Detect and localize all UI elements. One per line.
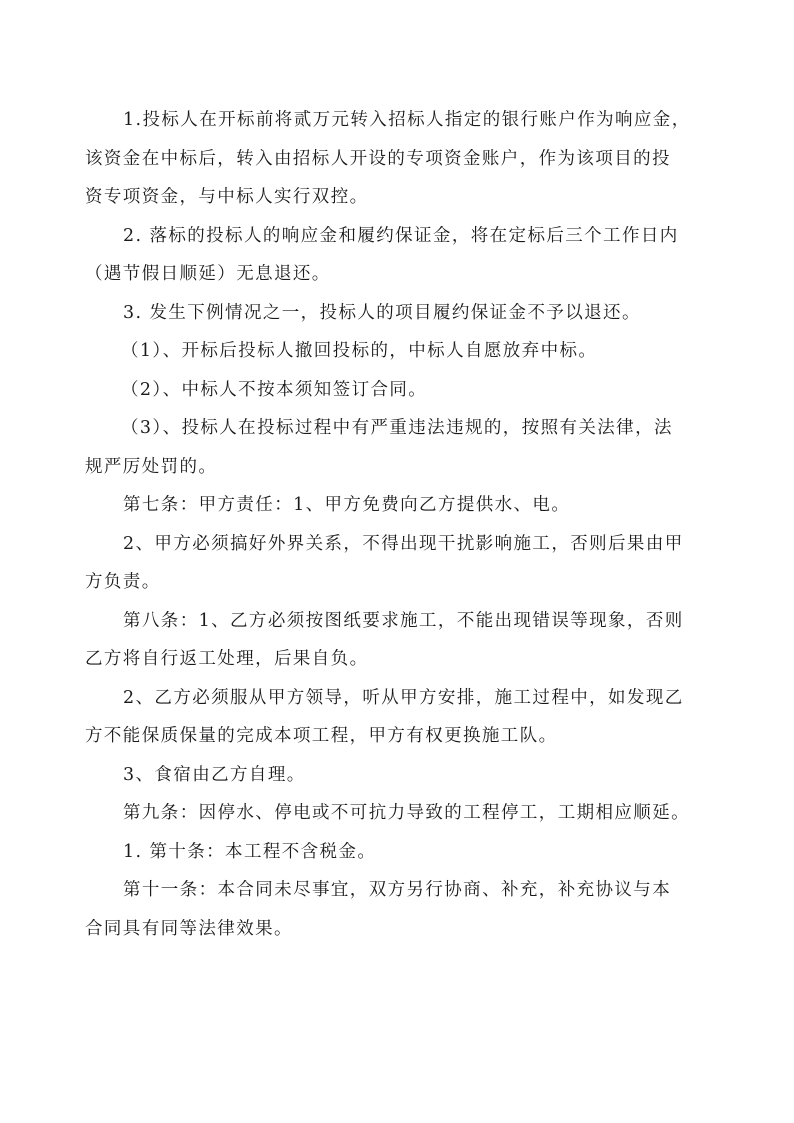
text-line: 乙方将自行返工处理，后果自负。 <box>85 649 369 669</box>
text-line: 规严厉处罚的。 <box>85 456 218 477</box>
text-line: （遇节假日顺延）无息退还。 <box>85 264 331 284</box>
text-line: 第七条：甲方责任：1、甲方免费向乙方提供水、电。 <box>123 495 571 515</box>
text-line: 该资金在中标后，转入由招标人开设的专项资金账户，作为该项目的投 <box>85 148 671 169</box>
text-line: 3. 发生下例情况之一，投标人的项目履约保证金不予以退还。 <box>123 302 641 323</box>
text-line: （3）、投标人在投标过程中有严重违法违规的，按照有关法律，法 <box>121 418 673 438</box>
text-line: 2. 落标的投标人的响应金和履约保证金，将在定标后三个工作日内 <box>123 225 679 246</box>
text-line: 3、食宿由乙方自理。 <box>123 764 306 785</box>
text-line: （1）、开标后投标人撤回投标的，中标人自愿放弃中标。 <box>121 341 598 361</box>
text-line: 第九条：因停水、停电或不可抗力导致的工程停工，工期相应顺延。 <box>123 803 690 823</box>
text-line: 方负责。 <box>85 572 161 592</box>
text-line: 1.投标人在开标前将贰万元转入招标人指定的银行账户作为响应金， <box>123 110 691 130</box>
text-line: 第八条：1、乙方必须按图纸要求施工，不能出现错误等现象，否则 <box>123 610 684 631</box>
text-line: 合同具有同等法律效果。 <box>85 918 293 939</box>
text-line: 资专项资金，与中标人实行双控。 <box>85 187 369 207</box>
document-body <box>85 101 725 948</box>
text-line: （2）、中标人不按本须知签订合同。 <box>121 379 428 400</box>
text-line: 方不能保质保量的完成本项工程，甲方有权更换施工队。 <box>85 726 558 746</box>
text-line: 2、乙方必须服从甲方领导，听从甲方安排，施工过程中，如发现乙 <box>123 687 684 708</box>
text-line: 1. 第十条：本工程不含税金。 <box>123 841 377 862</box>
text-line: 2、甲方必须搞好外界关系，不得出现干扰影响施工，否则后果由甲 <box>123 533 684 554</box>
text-line: 第十一条：本合同未尽事宜，双方另行协商、补充，补充协议与本 <box>123 880 672 900</box>
